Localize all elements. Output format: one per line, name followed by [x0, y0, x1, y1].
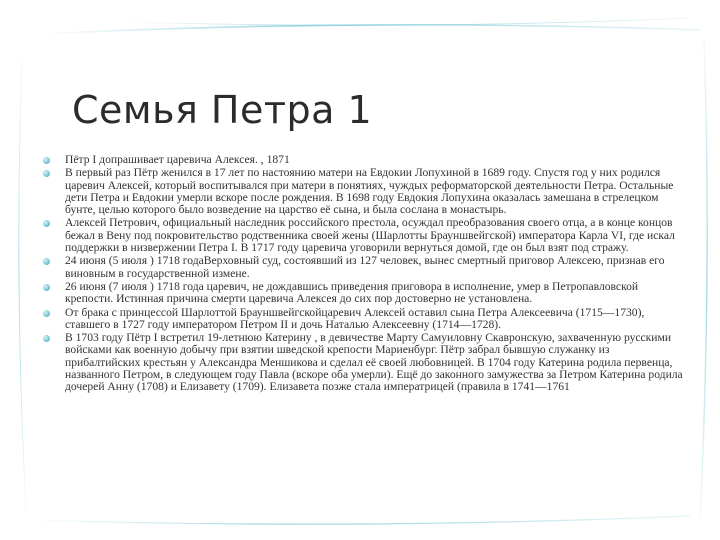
- bullet-icon: [43, 157, 50, 164]
- list-item: [43, 167, 683, 216]
- list-item: [43, 154, 683, 166]
- list-item-text: 26 июня (7 июля ) 1718 года царевич, не дождавшись приведения приговора в исполнение, умер в Петропавловской крепости. Истинная причина смерти царевича Алексея до сих пор достоверно не установлена.: [65, 279, 639, 306]
- bullet-icon: [43, 310, 50, 317]
- list-item: [43, 255, 683, 280]
- slide-title: Семья Петра 1: [72, 88, 373, 132]
- list-item: [43, 281, 683, 306]
- list-item-text: В первый раз Пётр женился в 17 лет по настоянию матери на Евдокии Лопухиной в 1689 году. Спустя год у них родился царевич Алексей, который воспитывался при матери в понятиях, чуждых реформаторской деятельности Петра. Остальные дети Петра и Евдокии умерли вскоре после рождения. В 1698 году Евдокия Лопухина оказалась замешана в стрелецком бунте, целью которого было возведение на царство её сына, и была сослана в монастырь.: [65, 166, 674, 217]
- left-swoosh: [19, 60, 26, 510]
- list-item-text: 24 июня (5 июля ) 1718 годаВерховный суд, состоявший из 127 человек, вынес смертный приговор Алексею, признав его виновным в государственной измене.: [65, 254, 665, 280]
- bottom-swoosh: [30, 516, 690, 524]
- list-item: [43, 307, 683, 332]
- list-item-text: Алексей Петрович, официальный наследник российского престола, осуждал преобразования своего отца, а в конце концов бежал в Вену под покровительство родственника своей жены (Шарлотты Брауншвейгской) императора Карла VI, где искал поддержки в низвержении Петра I. В 1717 году царевича уговорили вернуться домой, где он был взят под стражу.: [65, 216, 675, 255]
- bullet-list: [43, 154, 683, 394]
- top-swoosh: [40, 25, 700, 34]
- list-item: [43, 332, 683, 393]
- right-swoosh: [700, 40, 707, 520]
- list-item-text: Пётр I допрашивает царевича Алексея. , 1871: [65, 153, 290, 166]
- list-item-text: От брака с принцессой Шарлоттой Брауншвейгскойцаревич Алексей оставил сына Петра Алексеевича (1715—1730), ставшего в 1727 году императором Петром II и дочь Наталью Алексеевну (1714—1728).: [65, 305, 645, 331]
- bullet-icon: [43, 284, 50, 291]
- list-item: [43, 217, 683, 254]
- list-item-text: В 1703 году Пётр I встретил 19-летнюю Катерину , в девичестве Марту Самуиловну Скавронскую, захваченную русскими войсками как военную добычу при взятии шведской крепости Мариенбург. Пётр забрал бывшую служанку из прибалтийских крестьян у Александра Меншикова и сделал её своей любовницей. В 1704 году Катерина родила первенца, названного Петром, в следующем году Павла (вскоре оба умерли). Ещё до законного замужества за Петром Катерина родила дочерей Анну (1708) и Елизавету (1709). Елизавета позже стала императрицей (правила в 1741—1761: [65, 331, 683, 394]
- bullet-icon: [43, 170, 50, 177]
- bullet-icon: [43, 220, 50, 227]
- bullet-icon: [43, 335, 50, 342]
- bullet-icon: [43, 258, 50, 265]
